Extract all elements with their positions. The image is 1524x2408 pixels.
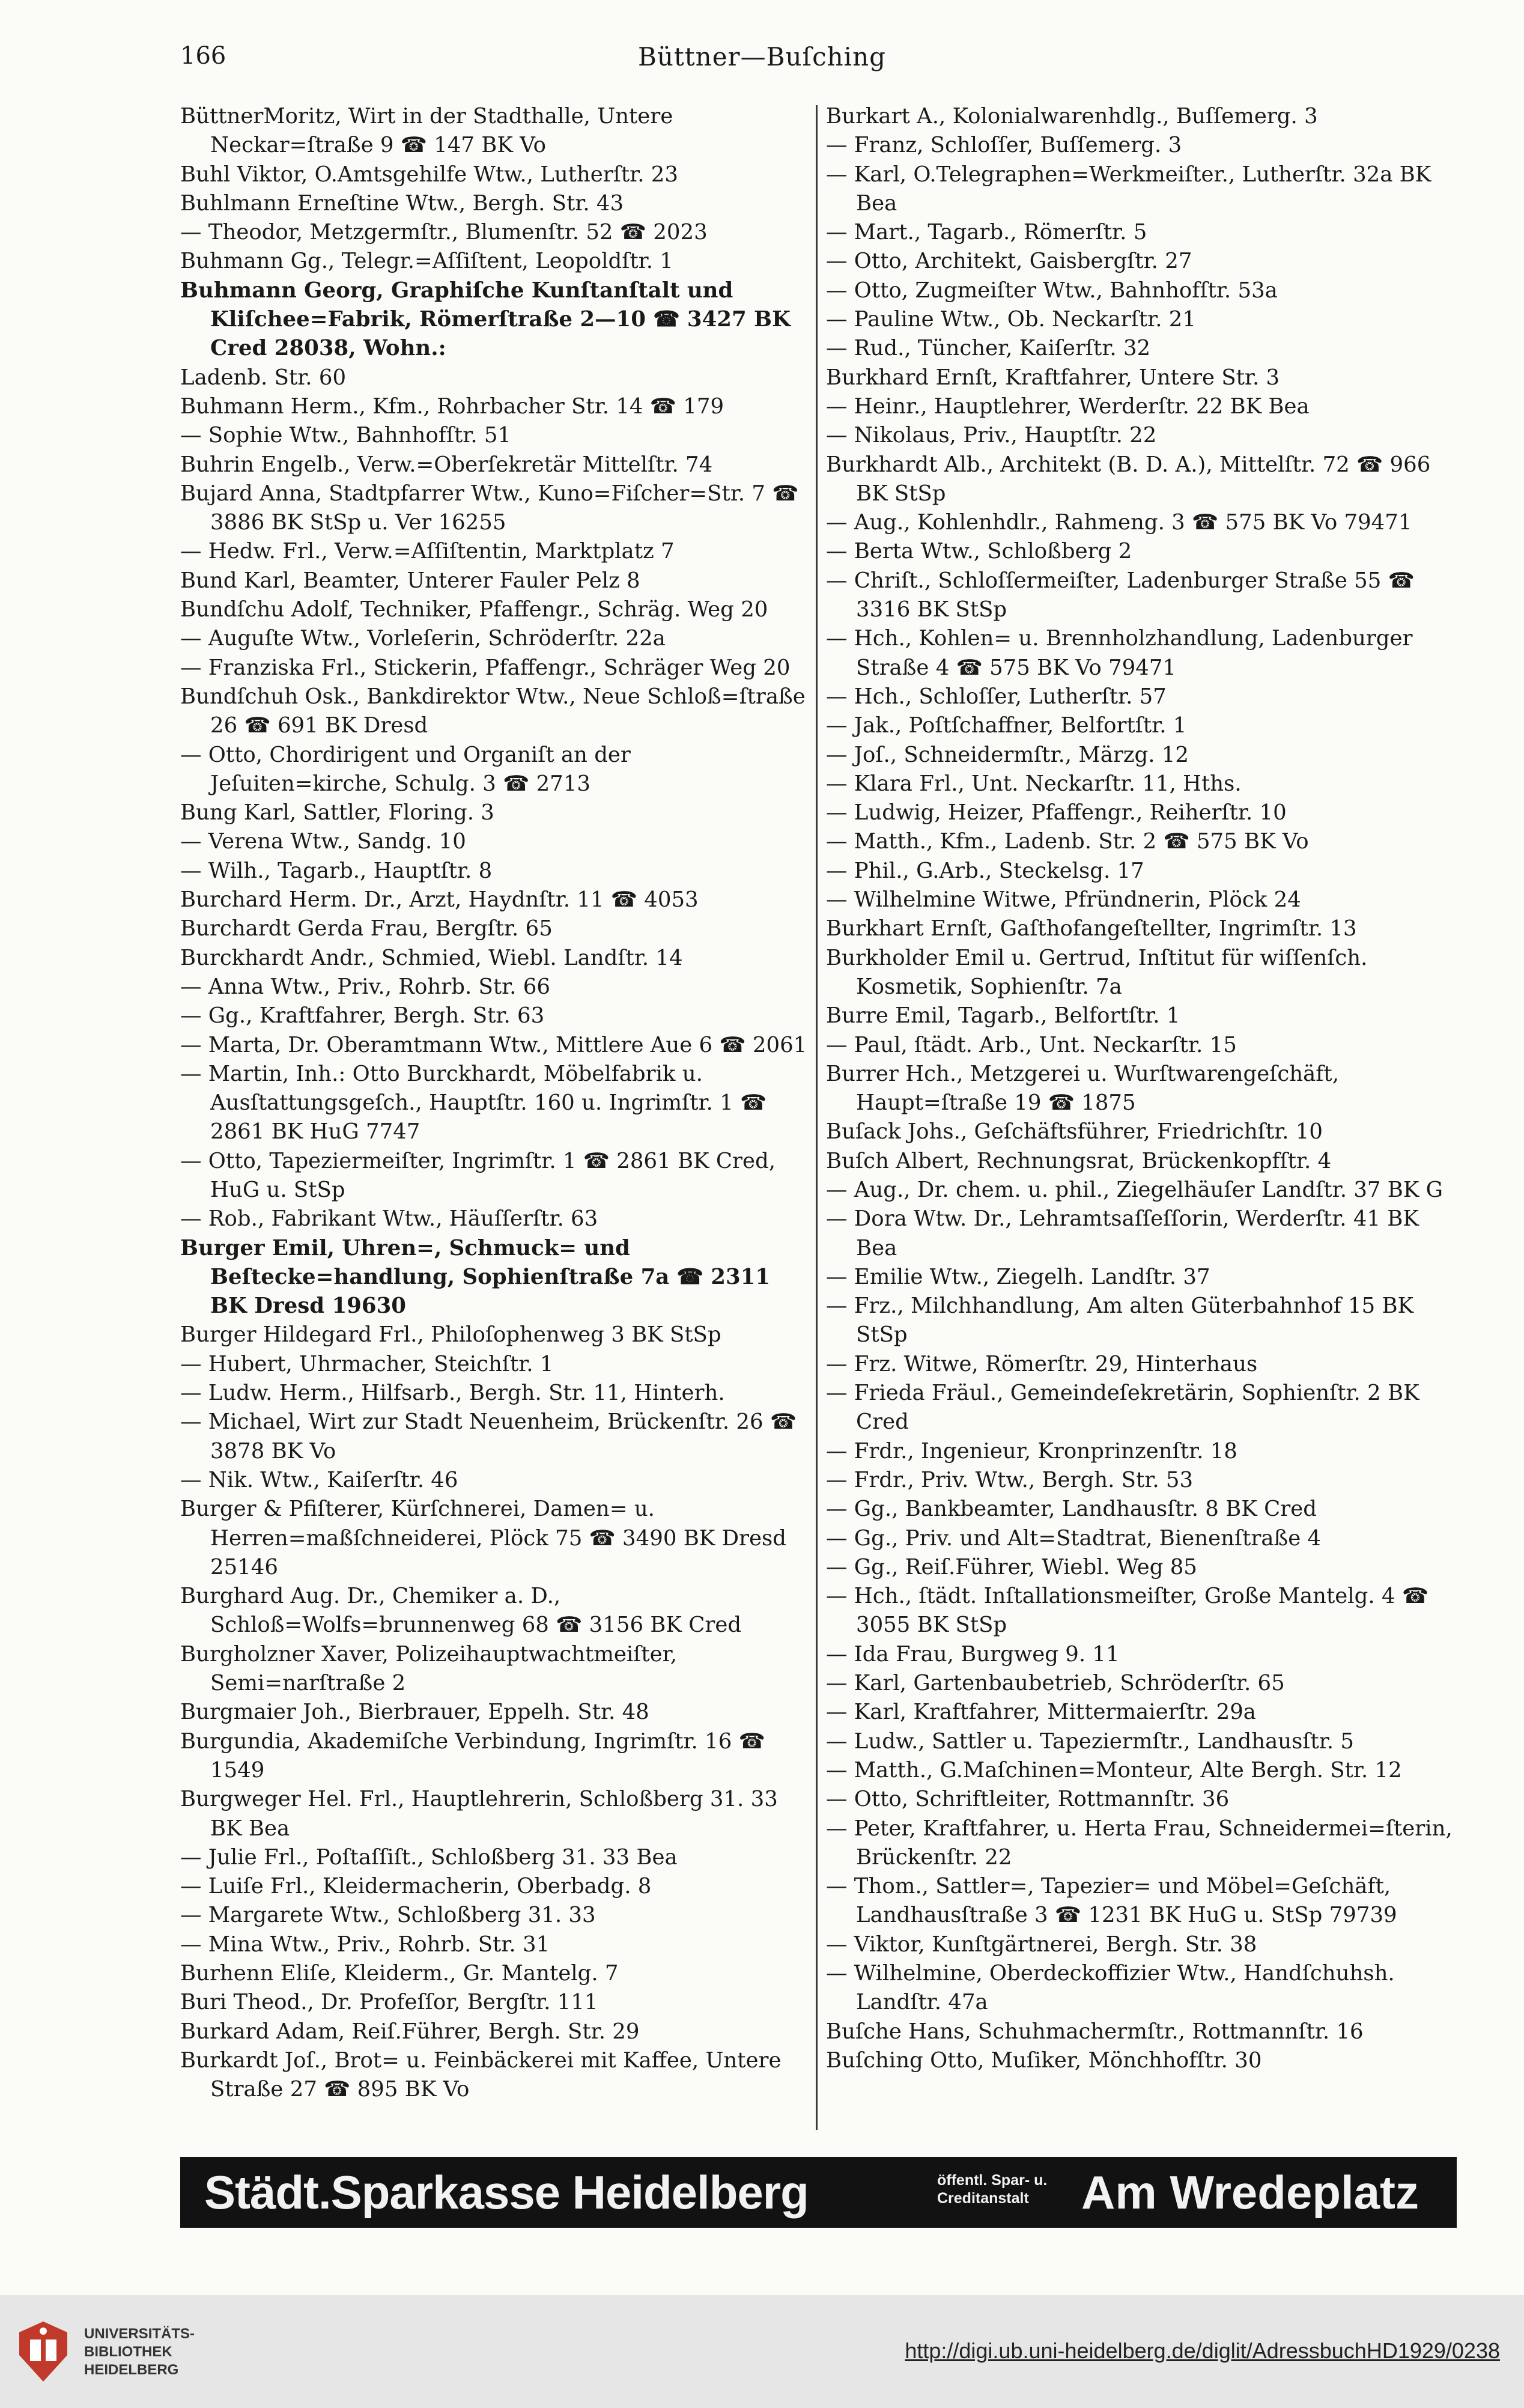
right-column-entry: Burre Emil, Tagarb., Belfortſtr. 1 xyxy=(826,1003,1180,1029)
right-column-entry: — Chriſt., Schloſſermeiſter, Ladenburger Straße 55 ☎ 3316 BK StSp xyxy=(826,568,1415,622)
left-column-entry: — Theodor, Metzgermſtr., Blumenſtr. 52 ☎ 2023 xyxy=(180,220,708,245)
right-column-entry: — Otto, Zugmeiſter Wtw., Bahnhofſtr. 53a xyxy=(826,278,1278,303)
right-column-entry: — Matth., G.Maſchinen=Monteur, Alte Bergh. Str. 12 xyxy=(826,1757,1402,1783)
banner-subtext xyxy=(937,2171,1047,2207)
column-divider xyxy=(816,105,818,2130)
right-column-entry: Burkholder Emil u. Gertrud, Inſtitut für wiſſenſch. Kosmetik, Sophienſtr. 7a xyxy=(826,945,1368,999)
library-name-line-3: HEIDELBERG xyxy=(84,2362,179,2378)
right-column-entry: — Frz. Witwe, Römerſtr. 29, Hinterhaus xyxy=(826,1351,1258,1376)
left-column-entry: — Verena Wtw., Sandg. 10 xyxy=(180,829,466,854)
right-column-entry: — Peter, Kraftfahrer, u. Herta Frau, Schneidermei=ſterin, Brückenſtr. 22 xyxy=(826,1816,1453,1870)
right-column-entry: — Hch., ſtädt. Inſtallationsmeiſter, Große Mantelg. 4 ☎ 3055 BK StSp xyxy=(826,1584,1429,1638)
left-column-entry: Burghard Aug. Dr., Chemiker a. D., Schloß=Wolfs=brunnenweg 68 ☎ 3156 BK Cred xyxy=(180,1584,742,1638)
left-column-entry: Buhmann Georg, Graphiſche Kunſtanſtalt und Kliſchee=Fabrik, Römerſtraße 2—10 ☎ 3427 BK Cred 28038, Wohn.: xyxy=(180,278,791,361)
right-column-entry: — Wilhelmine Witwe, Pfründnerin, Plöck 24 xyxy=(826,887,1301,913)
left-column-entry: Buri Theod., Dr. Profeſſor, Bergſtr. 111 xyxy=(180,1990,598,2015)
right-column-entry: — Pauline Wtw., Ob. Neckarſtr. 21 xyxy=(826,307,1196,332)
right-column-entry: Buſch Albert, Rechnungsrat, Brückenkopfſtr. 4 xyxy=(826,1148,1332,1173)
left-column-entry: — Hubert, Uhrmacher, Steichſtr. 1 xyxy=(180,1351,554,1376)
right-column-entry: — Klara Frl., Unt. Neckarſtr. 11, Hths. xyxy=(826,771,1242,796)
left-column-entry: — Anna Wtw., Priv., Rohrb. Str. 66 xyxy=(180,974,550,999)
right-column-entry: — Frdr., Priv. Wtw., Bergh. Str. 53 xyxy=(826,1467,1194,1492)
right-column-entry: — Hch., Kohlen= u. Brennholzhandlung, Ladenburger Straße 4 ☎ 575 BK Vo 79471 xyxy=(826,626,1413,680)
right-column-entry: Burkhart Ernſt, Gaſthofangeſtellter, Ingrimſtr. 13 xyxy=(826,916,1357,941)
left-column-entry: Burger Hildegard Frl., Philoſophenweg 3 BK StSp xyxy=(180,1322,721,1348)
left-column-entry: — Wilh., Tagarb., Hauptſtr. 8 xyxy=(180,858,493,883)
left-column-entry: Buhlmann Erneſtine Wtw., Bergh. Str. 43 xyxy=(180,190,624,216)
right-column-entry: — Hch., Schloſſer, Lutherſtr. 57 xyxy=(826,684,1167,709)
banner-sub-line-1: öffentl. Spar- u. xyxy=(937,2172,1048,2189)
right-column-entry: Burkhardt Alb., Architekt (B. D. A.), Mittelſtr. 72 ☎ 966 BK StSp xyxy=(826,452,1431,506)
right-column-entry: — Heinr., Hauptlehrer, Werderſtr. 22 BK Bea xyxy=(826,394,1310,419)
page-header xyxy=(180,42,1344,96)
right-column-entry: — Frz., Milchhandlung, Am alten Güterbahnhof 15 BK StSp xyxy=(826,1294,1414,1348)
right-column-entry: — Gg., Bankbeamter, Landhausſtr. 8 BK Cred xyxy=(826,1497,1317,1522)
left-column-entry: Bund Karl, Beamter, Unterer Fauler Pelz 8 xyxy=(180,568,640,593)
left-column-entry: — Franziska Frl., Stickerin, Pfaffengr., Schräger Weg 20 xyxy=(180,655,791,680)
left-column-entry: — Martin, Inh.: Otto Burckhardt, Möbelfabrik u. Ausſtattungsgeſch., Hauptſtr. 160 u. Ingrimſtr. 1 ☎ 2861 BK HuG 7747 xyxy=(180,1061,767,1145)
left-column-entry: — Otto, Chordirigent und Organiſt an der Jeſuiten=kirche, Schulg. 3 ☎ 2713 xyxy=(180,742,631,796)
running-title: Büttner—Buſching xyxy=(637,42,887,71)
right-column-entry: Burrer Hch., Metzgerei u. Wurſtwarengeſchäft, Haupt=ſtraße 19 ☎ 1875 xyxy=(826,1061,1339,1116)
right-column-entry: — Gg., Reiſ.Führer, Wiebl. Weg 85 xyxy=(826,1554,1197,1579)
right-column-entry: — Phil., G.Arb., Steckelsg. 17 xyxy=(826,858,1144,883)
left-column-entry: BüttnerMoritz, Wirt in der Stadthalle, Untere Neckar=ſtraße 9 ☎ 147 BK Vo xyxy=(180,104,673,158)
left-column-entry: — Luiſe Frl., Kleidermacherin, Oberbadg. 8 xyxy=(180,1874,652,1899)
right-column-entry: — Mart., Tagarb., Römerſtr. 5 xyxy=(826,220,1147,245)
right-column-entry: — Karl, Kraftfahrer, Mittermaierſtr. 29a xyxy=(826,1700,1256,1725)
left-column-entry: Burchardt Gerda Frau, Bergſtr. 65 xyxy=(180,916,553,941)
left-column-entry: Burger & Pfiſterer, Kürſchnerei, Damen= u. Herren=maßſchneiderei, Plöck 75 ☎ 3490 BK Dresd 25146 xyxy=(180,1497,786,1579)
right-column-entry: — Berta Wtw., Schloßberg 2 xyxy=(826,539,1132,564)
library-name-line-2: BIBLIOTHEK xyxy=(84,2344,172,2360)
right-column-entry: — Paul, ſtädt. Arb., Unt. Neckarſtr. 15 xyxy=(826,1032,1237,1057)
right-column xyxy=(826,102,1454,2145)
left-column-entry: Bujard Anna, Stadtpfarrer Wtw., Kuno=Fiſcher=Str. 7 ☎ 3886 BK StSp u. Ver 16255 xyxy=(180,481,799,535)
right-column-entry: — Aug., Kohlenhdlr., Rahmeng. 3 ☎ 575 BK Vo 79471 xyxy=(826,510,1412,535)
left-column-entry: — Marta, Dr. Oberamtmann Wtw., Mittlere Aue 6 ☎ 2061 xyxy=(180,1032,807,1057)
right-column-entry: Buſching Otto, Muſiker, Mönchhofſtr. 30 xyxy=(826,2048,1262,2073)
right-column-entry: — Dora Wtw. Dr., Lehramtsaſſeſſorin, Werderſtr. 41 BK Bea xyxy=(826,1206,1419,1260)
right-column-entry: — Ida Frau, Burgweg 9. 11 xyxy=(826,1641,1120,1667)
banner-place-text: Am Wredeplatz xyxy=(1081,2166,1419,2219)
left-column-entry: Buhrin Engelb., Verw.=Oberſekretär Mittelſtr. 74 xyxy=(180,452,713,477)
right-column-entry: — Karl, O.Telegraphen=Werkmeiſter., Lutherſtr. 32a BK Bea xyxy=(826,162,1431,216)
right-column-entry: — Otto, Schriftleiter, Rottmannſtr. 36 xyxy=(826,1787,1230,1812)
banner-sub-line-2: Creditanstalt xyxy=(937,2190,1029,2207)
left-column-entry: Burgholzner Xaver, Polizeihauptwachtmeiſter, Semi=narſtraße 2 xyxy=(180,1641,678,1696)
right-column-entry: — Aug., Dr. chem. u. phil., Ziegelhäuſer Landſtr. 37 BK G xyxy=(826,1177,1444,1202)
right-column-entry: — Emilie Wtw., Ziegelh. Landſtr. 37 xyxy=(826,1264,1210,1289)
left-column-entry: Burchard Herm. Dr., Arzt, Haydnſtr. 11 ☎ 4053 xyxy=(180,887,699,913)
left-column-entry: — Ludw. Herm., Hilfsarb., Bergh. Str. 11, Hinterh. xyxy=(180,1381,725,1406)
left-column-entry: Buhmann Herm., Kfm., Rohrbacher Str. 14 ☎ 179 xyxy=(180,394,724,419)
left-column-entry: Bundſchuh Osk., Bankdirektor Wtw., Neue Schloß=ſtraße 26 ☎ 691 BK Dresd xyxy=(180,684,806,738)
right-column-entry: — Gg., Priv. und Alt=Stadtrat, Bienenſtraße 4 xyxy=(826,1525,1322,1551)
left-column-entry: — Hedw. Frl., Verw.=Aſſiſtentin, Marktplatz 7 xyxy=(180,539,675,564)
left-column-entry: Buhmann Gg., Telegr.=Aſſiſtent, Leopoldſtr. 1 xyxy=(180,249,673,274)
right-column-entry: — Ludwig, Heizer, Pfaffengr., Reiherſtr. 10 xyxy=(826,800,1287,825)
right-column-entry: — Matth., Kfm., Ladenb. Str. 2 ☎ 575 BK Vo xyxy=(826,829,1309,854)
banner-main-text: Städt.Sparkasse Heidelberg xyxy=(204,2166,809,2219)
left-column-entry: — Margarete Wtw., Schloßberg 31. 33 xyxy=(180,1903,596,1928)
left-column-entry: — Otto, Tapeziermeiſter, Ingrimſtr. 1 ☎ 2861 BK Cred, HuG u. StSp xyxy=(180,1148,776,1202)
viewer-footer xyxy=(0,2295,1524,2408)
library-name xyxy=(84,2325,195,2379)
right-column-entry: — Jak., Poſtſchaffner, Belfortſtr. 1 xyxy=(826,713,1187,738)
advertisement-banner xyxy=(180,2157,1457,2228)
left-column-entry: Ladenb. Str. 60 xyxy=(180,365,347,390)
right-column-entry: — Rud., Tüncher, Kaiſerſtr. 32 xyxy=(826,336,1151,361)
left-column-entry: Burgweger Hel. Frl., Hauptlehrerin, Schloßberg 31. 33 BK Bea xyxy=(180,1787,778,1841)
right-column-entry: Burkhard Ernſt, Kraftfahrer, Untere Str. 3 xyxy=(826,365,1280,390)
left-column-entry: Bundſchu Adolf, Techniker, Pfaffengr., Schräg. Weg 20 xyxy=(180,597,768,622)
left-column-entry: — Mina Wtw., Priv., Rohrb. Str. 31 xyxy=(180,1932,550,1957)
right-column-entry: — Ludw., Sattler u. Tapeziermſtr., Landhausſtr. 5 xyxy=(826,1728,1354,1754)
right-column-entry: Buſack Johs., Geſchäftsführer, Friedrichſtr. 10 xyxy=(826,1119,1323,1145)
left-column-entry: Burgundia, Akademiſche Verbindung, Ingrimſtr. 16 ☎ 1549 xyxy=(180,1728,765,1783)
right-column-entry: — Frdr., Ingenieur, Kronprinzenſtr. 18 xyxy=(826,1438,1237,1464)
source-url-link[interactable]: http://digi.ub.uni-heidelberg.de/diglit/AdressbuchHD1929/0238 xyxy=(905,2338,1500,2363)
left-column-entry: Burkard Adam, Reiſ.Führer, Bergh. Str. 29 xyxy=(180,2019,640,2044)
left-column-entry: Bung Karl, Sattler, Floring. 3 xyxy=(180,800,494,825)
left-column-entry: Burckhardt Andr., Schmied, Wiebl. Landſtr. 14 xyxy=(180,945,683,970)
left-column-entry: — Julie Frl., Poſtaſſiſt., Schloßberg 31. 33 Bea xyxy=(180,1844,678,1870)
right-column-entry: Burkart A., Kolonialwarenhdlg., Buſſemerg. 3 xyxy=(826,104,1318,129)
left-column-entry: — Nik. Wtw., Kaiſerſtr. 46 xyxy=(180,1467,458,1492)
right-column-entry: — Franz, Schloſſer, Buſſemerg. 3 xyxy=(826,133,1182,158)
left-column-entry: — Rob., Fabrikant Wtw., Häuſſerſtr. 63 xyxy=(180,1206,598,1232)
left-column-entry: Buhl Viktor, O.Amtsgehilfe Wtw., Lutherſtr. 23 xyxy=(180,162,678,187)
left-column-entry: Burhenn Eliſe, Kleiderm., Gr. Mantelg. 7 xyxy=(180,1961,619,1986)
left-column-entry: Burkardt Joſ., Brot= u. Feinbäckerei mit Kaffee, Untere Straße 27 ☎ 895 BK Vo xyxy=(180,2048,782,2102)
right-column-entry: — Wilhelmine, Oberdeckoffizier Wtw., Handſchuhsh. Landſtr. 47a xyxy=(826,1961,1395,2015)
right-column-entry: — Frieda Fräul., Gemeindeſekretärin, Sophienſtr. 2 BK Cred xyxy=(826,1381,1419,1435)
right-column-entry: — Otto, Architekt, Gaisbergſtr. 27 xyxy=(826,249,1192,274)
library-name-line-1: UNIVERSITÄTS- xyxy=(84,2326,195,2342)
left-column-entry: — Auguſte Wtw., Vorleſerin, Schröderſtr. 22a xyxy=(180,626,666,651)
left-column-entry: Burger Emil, Uhren=, Schmuck= und Beſtecke=handlung, Sophienſtraße 7a ☎ 2311 BK Dresd 19630 xyxy=(180,1235,771,1319)
right-column-entry: — Karl, Gartenbaubetrieb, Schröderſtr. 65 xyxy=(826,1671,1285,1696)
page-number: 166 xyxy=(180,42,226,70)
right-column-entry: — Joſ., Schneidermſtr., Märzg. 12 xyxy=(826,742,1189,767)
left-column xyxy=(180,102,808,2145)
right-column-entry: — Thom., Sattler=, Tapezier= und Möbel=Geſchäft, Landhausſtraße 3 ☎ 1231 BK HuG u. StSp 79739 xyxy=(826,1874,1397,1928)
right-column-entry: Buſche Hans, Schuhmachermſtr., Rottmannſtr. 16 xyxy=(826,2019,1364,2044)
left-column-entry: — Michael, Wirt zur Stadt Neuenheim, Brückenſtr. 26 ☎ 3878 BK Vo xyxy=(180,1409,797,1464)
left-column-entry: Burgmaier Joh., Bierbrauer, Eppelh. Str. 48 xyxy=(180,1700,649,1725)
right-column-entry: — Nikolaus, Priv., Hauptſtr. 22 xyxy=(826,423,1157,448)
left-column-entry: — Gg., Kraftfahrer, Bergh. Str. 63 xyxy=(180,1003,545,1029)
university-seal-icon xyxy=(13,2319,73,2385)
right-column-entry: — Viktor, Kunſtgärtnerei, Bergh. Str. 38 xyxy=(826,1932,1257,1957)
left-column-entry: — Sophie Wtw., Bahnhofſtr. 51 xyxy=(180,423,512,448)
